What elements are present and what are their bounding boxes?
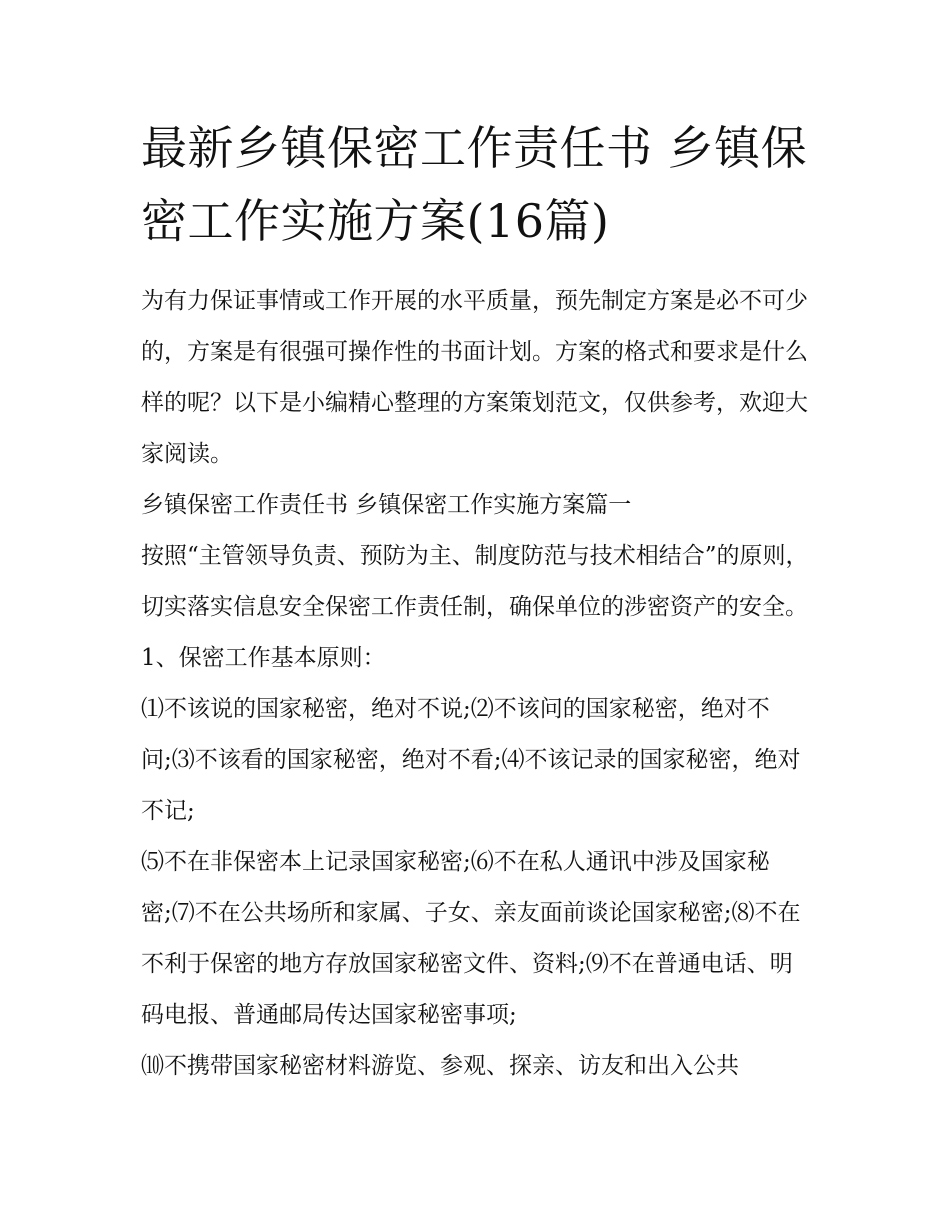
principles-paragraph-3: ⑽不携带国家秘密材料游览、参观、探亲、访友和出入公共 [141,1053,739,1079]
principles-paragraph-2: ⑸不在非保密本上记录国家秘密;⑹不在私人通讯中涉及国家秘密;⑺不在公共场所和家属、子女、亲友面前谈论国家秘密;⑻不在不利于保密的地方存放国家秘密文件、资料;⑼不在普通电话、明码电报、普通邮局传达国家秘密事项; [141,849,801,1028]
document-body [141,112,811,1092]
principles-paragraph-1: ⑴不该说的国家秘密，绝对不说;⑵不该问的国家秘密，绝对不问;⑶不该看的国家秘密，绝对不看;⑷不该记录的国家秘密，绝对不记; [141,696,801,824]
intro-paragraph: 为有力保证事情或工作开展的水平质量，预先制定方案是必不可少的，方案是有很强可操作性的书面计划。方案的格式和要求是什么样的呢？以下是小编精心整理的方案策划范文，仅供参考，欢迎大家阅读。 [141,288,808,467]
body-paragraph: 按照“主管领导负责、预防为主、制度防范与技术相结合”的原则，切实落实信息安全保密工作责任制，确保单位的涉密资产的安全。 1、保密工作基本原则： [141,543,809,671]
section-heading: 乡镇保密工作责任书 乡镇保密工作实施方案篇一 [141,492,632,518]
document-title: 最新乡镇保密工作责任书 乡镇保密工作实施方案(16篇) [141,121,808,248]
